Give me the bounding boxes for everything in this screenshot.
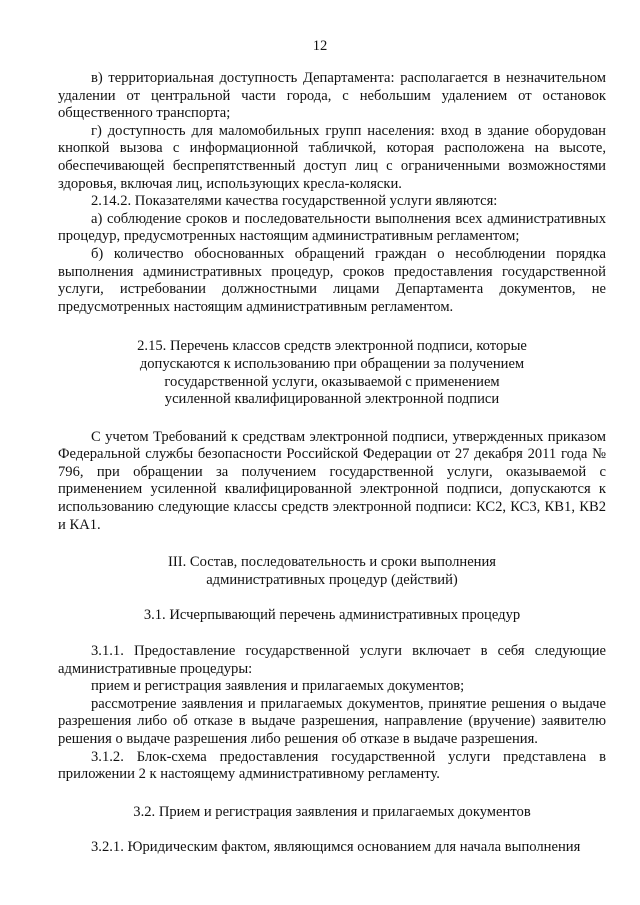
paragraph-accessibility: г) доступность для маломобильных групп населения: вход в здание оборудован кнопкой вызова с информационной табличкой, которая расположена на высоте, обеспечивающей беспрепятственный доступ лиц с ограниченными возможностями здоровья, включая лиц, использующих кресла-коляски. — [58, 122, 606, 192]
paragraph-territorial-access: в) территориальная доступность Департамента: располагается в незначительном удалении от центральной части города, с небольшим удалением от остановок общественного транспорта; — [58, 70, 606, 122]
heading-line: допускаются к использованию при обращении за получением — [139, 355, 525, 372]
paragraph-2-14-2: 2.14.2. Показателями качества государственной услуги являются: — [91, 193, 498, 210]
page-body — [58, 70, 606, 857]
heading-line: административных процедур (действий) — [206, 571, 458, 588]
paragraph-signature-classes: С учетом Требований к средствам электронной подписи, утвержденных приказом Федеральной службы безопасности Российской Федерации от 27 декабря 2011 года № 796, при обращении за получением государственной услуги, оказываемой с применением усиленной квалифицированной электронной подписи, допускаются к использованию следующие классы средств электронной подписи: КС2, КС3, КВ1, КВ2 и КА1. — [58, 428, 606, 533]
page-number: 12 — [312, 38, 328, 54]
paragraph-quality-b: б) количество обоснованных обращений граждан о несоблюдении порядка выполнения административных процедур, сроков предоставления государственной услуги, истребовании должностными лицами Департамента документов, не предусмотренных настоящим административным регламентом. — [58, 245, 606, 315]
section-heading-2-15 — [58, 338, 606, 408]
paragraph-procedure-reception: прием и регистрация заявления и прилагаемых документов; — [91, 678, 465, 695]
section-heading-3-1: 3.1. Исчерпывающий перечень административных процедур — [143, 607, 521, 624]
paragraph-quality-a: а) соблюдение сроков и последовательности выполнения всех административных процедур, предусмотренных настоящим административным регламентом; — [58, 210, 606, 245]
heading-line: 2.15. Перечень классов средств электронной подписи, которые — [137, 338, 527, 355]
paragraph-3-2-1: 3.2.1. Юридическим фактом, являющимся основанием для начала выполнения — [91, 839, 581, 856]
paragraph-3-1-1: 3.1.1. Предоставление государственной услуги включает в себя следующие административные процедуры: — [58, 643, 606, 677]
paragraph-3-1-2: 3.1.2. Блок-схема предоставления государственной услуги представлена в приложении 2 к настоящему административному регламенту. — [58, 748, 606, 783]
section-heading-III — [58, 554, 606, 589]
heading-line: усиленной квалифицированной электронной подписи — [164, 391, 500, 408]
paragraph-procedure-review: рассмотрение заявления и прилагаемых документов, принятие решения о выдаче разрешения либо об отказе в выдаче разрешения, направление (вручение) заявителю решения о выдаче разрешения либо решения об отказе в выдаче разрешения. — [58, 695, 606, 747]
heading-line: III. Состав, последовательность и сроки выполнения — [167, 554, 497, 571]
section-heading-3-2: 3.2. Прием и регистрация заявления и прилагаемых документов — [133, 803, 531, 820]
heading-line: государственной услуги, оказываемой с применением — [164, 373, 500, 390]
